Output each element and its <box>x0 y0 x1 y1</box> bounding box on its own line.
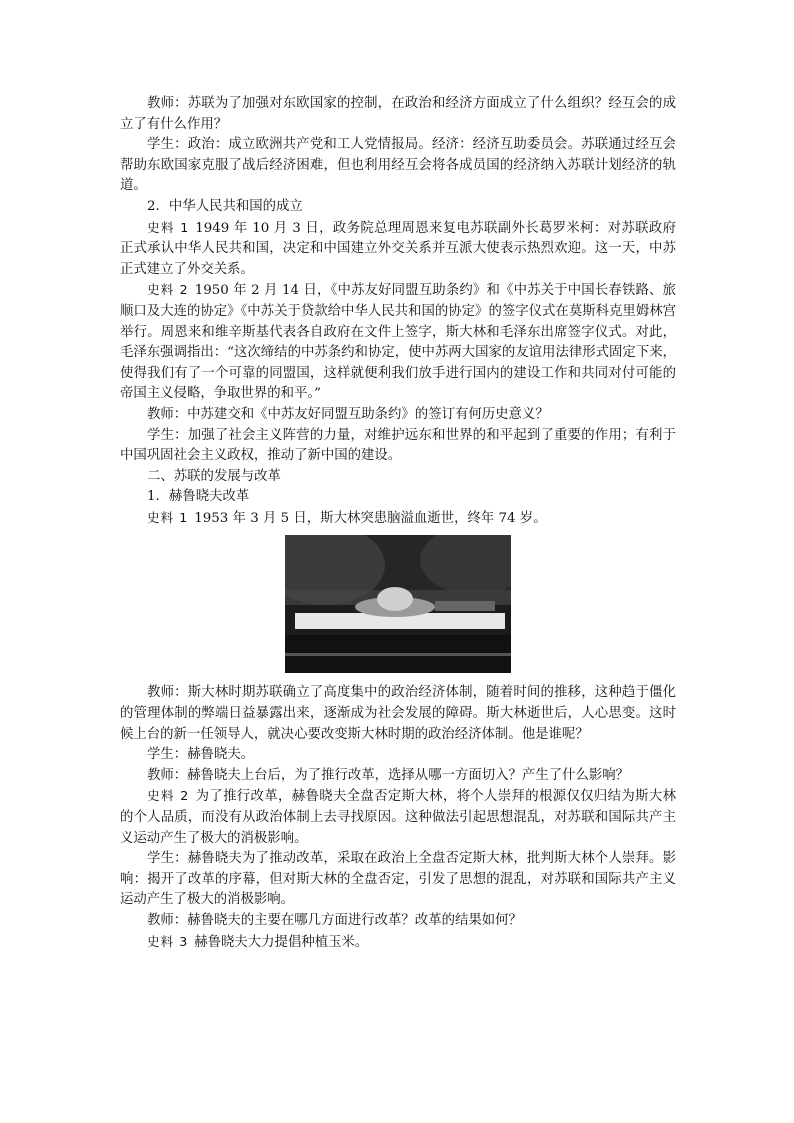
paragraph: 学生：政治：成立欧洲共产党和工人党情报局。经济：经济互助委员会。苏联通过经互会帮助东欧国家克服了战后经济困难，但也利用经互会将各成员国的经济纳入苏联计划经济的轨道。 <box>120 137 676 194</box>
source-label: 史料 3 <box>147 933 189 949</box>
source-paragraph <box>120 786 676 849</box>
source-label: 史料 1 <box>147 219 190 235</box>
source-paragraph <box>120 508 676 530</box>
source-label: 史料 2 <box>147 282 189 298</box>
source-text: 1949 年 10 月 3 日，政务院总理周恩来复电苏联副外长葛罗米柯：对苏联政府正式承认中华人民共和国，决定和中国建立外交关系并互派大使表示热烈欢迎。这一天，中苏正式建立了外交关系。 <box>120 220 676 277</box>
paragraph: 学生：加强了社会主义阵营的力量，对维护远东和世界的和平起到了重要的作用；有利于中国巩固社会主义政权，推动了新中国的建设。 <box>120 427 676 464</box>
source-paragraph <box>120 932 676 954</box>
source-text: 赫鲁晓夫大力提倡种植玉米。 <box>194 934 369 950</box>
paragraph: 教师：斯大林时期苏联确立了高度集中的政治经济体制，随着时间的推移，这种趋于僵化的管理体制的弊端日益暴露出来，逐渐成为社会发展的障碍。斯大林逝世后，人心思变。这时候上台的新一任领导人，就决心要改变斯大林时期的政治经济体制。他是谁呢？ <box>120 685 676 742</box>
source-label: 史料 2 <box>147 788 190 804</box>
paragraph: 教师：苏联为了加强对东欧国家的控制，在政治和经济方面成立了什么组织？经互会的成立了有什么作用？ <box>120 96 676 132</box>
historical-photo <box>285 535 511 673</box>
source-text: 1953 年 3 月 5 日，斯大林突患脑溢血逝世，终年 74 岁。 <box>194 510 547 526</box>
paragraph: 教师：赫鲁晓夫的主要在哪几方面进行改革？改革的结果如何？ <box>147 913 522 928</box>
paragraph: 学生：赫鲁晓夫为了推动改革，采取在政治上全盘否定斯大林，批判斯大林个人崇拜。影响：揭开了改革的序幕，但对斯大林的全盘否定，引发了思想的混乱，对苏联和国际共产主义运动产生了极大的消极影响。 <box>120 851 676 908</box>
source-paragraph <box>120 280 676 405</box>
source-text: 为了推行改革，赫鲁晓夫全盘否定斯大林，将个人崇拜的根源仅仅归结为斯大林的个人品质，而没有从政治体制上去寻找原因。这种做法引起思想混乱，对苏联和国际共产主义运动产生了极大的消极影响。 <box>120 789 676 846</box>
document-page <box>120 94 676 953</box>
section-heading: 二、苏联的发展与改革 <box>147 468 281 484</box>
paragraph: 教师：赫鲁晓夫上台后，为了推行改革，选择从哪一方面切入？产生了什么影响？ <box>147 767 630 783</box>
paragraph: 学生：赫鲁晓夫。 <box>147 747 255 763</box>
section-heading: 2．中华人民共和国的成立 <box>147 198 303 214</box>
source-paragraph <box>120 218 676 281</box>
source-text: 1950 年 2 月 14 日，《中苏友好同盟互助条约》和《中苏关于中国长春铁路、旅顺口及大连的协定》《中苏关于贷款给中华人民共和国的协定》的签字仪式在莫斯科克里姆林宫举行。周恩来和维辛斯基代表各自政府在文件上签字，斯大林和毛泽东出席签字仪式。对此，毛泽东强调指出：“这次缔结的中苏条约和协定，使中苏两大国家的友谊用法律形式固定下来，使得我们有了一个可靠的同盟国，这样就便利我们放手进行国内的建设工作和共同对付可能的帝国主义侵略，争取世界的和平。” <box>120 283 676 402</box>
paragraph: 教师：中苏建交和《中苏友好同盟互助条约》的签订有何历史意义？ <box>147 406 549 422</box>
subsection-heading: 1．赫鲁晓夫改革 <box>147 489 250 505</box>
photo-image <box>285 535 511 673</box>
source-label: 史料 1 <box>147 509 189 525</box>
